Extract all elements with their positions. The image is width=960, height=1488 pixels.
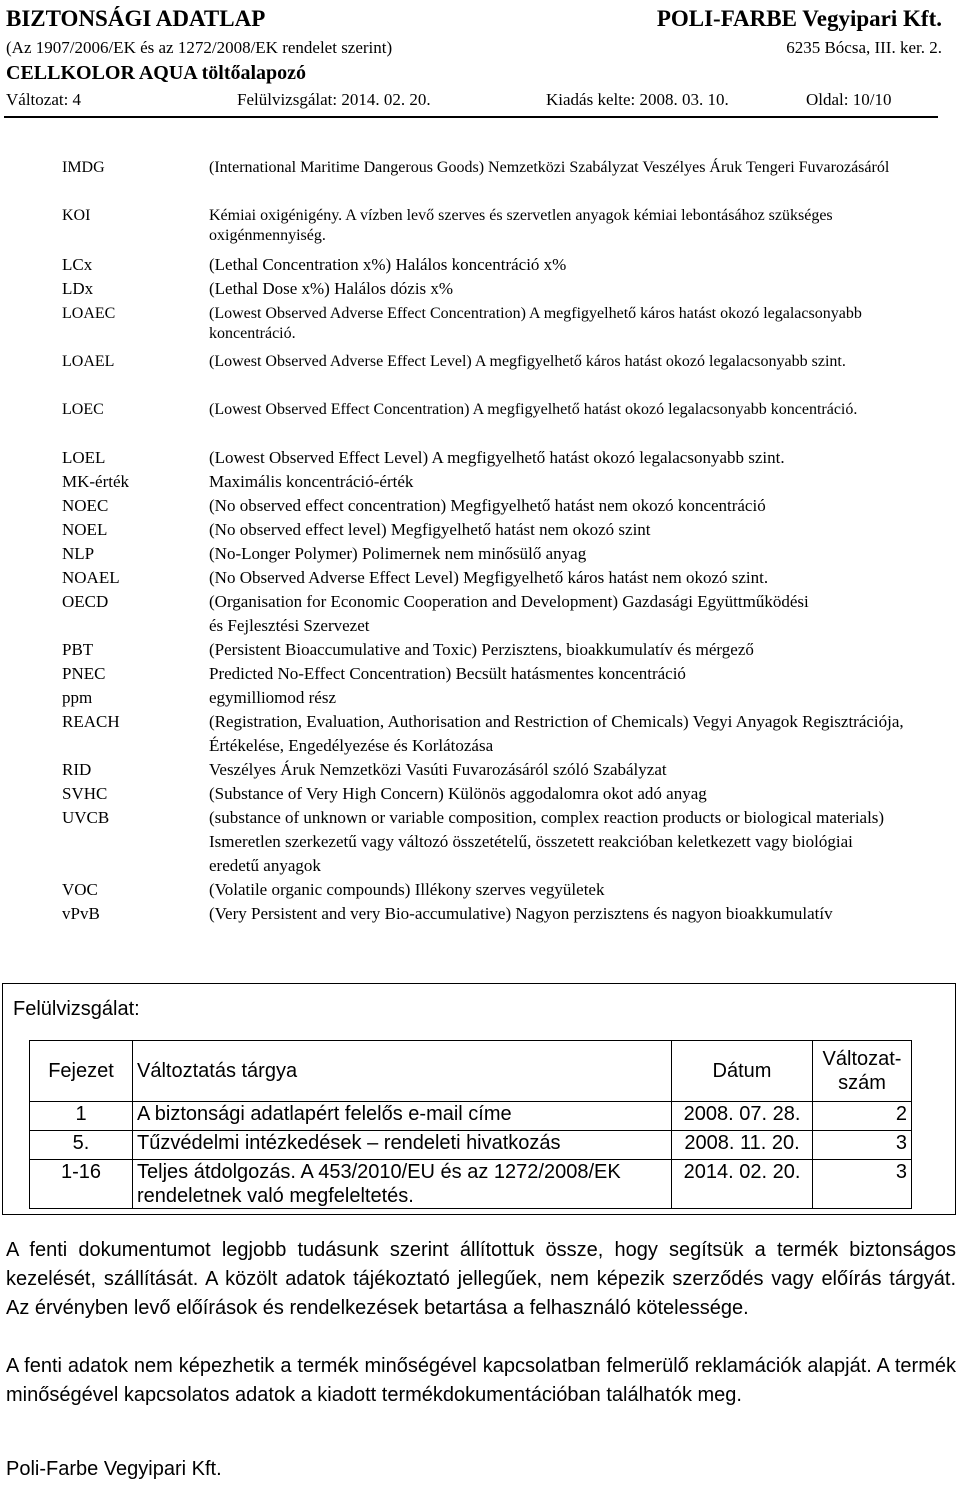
table-row	[30, 1102, 912, 1131]
abbreviation-key: UVCB	[62, 808, 110, 827]
subject-cell: A biztonsági adatlapért felelős e-mail címe	[133, 1102, 672, 1131]
abbreviation-key: NLP	[62, 544, 95, 563]
revision-header-row	[30, 1041, 912, 1102]
abbreviation-key: IMDG	[62, 159, 105, 176]
abbreviation-key: RID	[62, 760, 92, 779]
abbreviation-value: (International Maritime Dangerous Goods) Nemzetközi Szabályzat Veszélyes Áruk Tengeri Fuvarozásáról	[209, 159, 890, 176]
abbreviation-value: (Lowest Observed Adverse Effect Concentration) A megfigyelhető káros hatást okozó legalacsonyabb koncentráció.	[209, 305, 862, 342]
document-title: BIZTONSÁGI ADATLAP	[6, 6, 266, 31]
abbreviation-key: LOAEC	[62, 305, 116, 322]
revision-box	[2, 983, 956, 1215]
version-label: Változat: 4	[6, 90, 82, 109]
version-cell: 2	[813, 1102, 912, 1131]
abbreviation-value: Kémiai oxigénigény. A vízben levő szerves és szervetlen anyagok kémiai lebontásához szükséges oxigénmennyiség.	[209, 207, 833, 244]
abbreviation-key: REACH	[62, 712, 120, 731]
chapter-cell: 1-16	[30, 1160, 133, 1209]
chapter-cell: 1	[30, 1102, 133, 1131]
abbreviation-value: (substance of unknown or variable composition, complex reaction products or biological materials) Ismeretlen szerkezetű vagy változó összetételű, összetett reakcióban keletkezett vagy biológiai eredetű anyagok	[209, 808, 885, 875]
disclaimer-paragraph-1: A fenti dokumentumot legjobb tudásunk szerint állítottuk össze, hogy segítsük a termék biztonságos kezelését, szállítását. A közölt adatok tájékoztató jellegűek, nem képezik szerződés vagy előírás tárgyát. Az érvényben levő előírások és rendelkezések betartása a felhasználó kötelessége.	[6, 1239, 956, 1319]
table-row	[30, 1160, 912, 1209]
subject-cell: Tűzvédelmi intézkedések – rendeleti hivatkozás	[133, 1131, 672, 1160]
review-date: Felülvizsgálat: 2014. 02. 20.	[237, 90, 431, 109]
abbreviation-value: (No observed effect level) Megfigyelhető hatást nem okozó szint	[209, 520, 651, 539]
revision-table	[29, 1040, 912, 1209]
company-name: POLI-FARBE Vegyipari Kft.	[656, 6, 942, 31]
abbreviation-value: Predicted No-Effect Concentration) Becsült hatásmentes koncentráció	[209, 664, 686, 683]
abbreviation-value: (Persistent Bioaccumulative and Toxic) Perzisztens, bioakkumulatív és mérgező	[209, 640, 754, 659]
abbreviation-value: (Organisation for Economic Cooperation and Development) Gazdasági Együttműködési és Fejlesztési Szervezet	[209, 592, 809, 635]
abbreviation-value: (Lethal Dose x%) Halálos dózis x%	[209, 279, 454, 298]
abbreviation-key: LOEC	[62, 401, 104, 418]
abbreviation-value: (Lethal Concentration x%) Halálos koncentráció x%	[209, 255, 567, 274]
abbreviation-key: MK-érték	[62, 472, 130, 491]
date-cell: 2008. 11. 20.	[672, 1131, 813, 1160]
version-cell: 3	[813, 1131, 912, 1160]
abbreviation-key: SVHC	[62, 784, 108, 803]
footer-company: Poli-Farbe Vegyipari Kft.	[6, 1458, 222, 1480]
abbreviation-key: PBT	[62, 640, 94, 659]
abbreviation-key: LCx	[62, 255, 93, 274]
abbreviation-key: LOEL	[62, 448, 106, 467]
column-header-version: Változat-szám	[813, 1041, 912, 1102]
issue-date: Kiadás kelte: 2008. 03. 10.	[546, 90, 729, 109]
abbreviation-key: PNEC	[62, 664, 106, 683]
column-header-subject: Változtatás tárgya	[133, 1041, 672, 1102]
date-cell: 2008. 07. 28.	[672, 1102, 813, 1131]
date-cell: 2014. 02. 20.	[672, 1160, 813, 1209]
abbreviation-key: OECD	[62, 592, 109, 611]
column-header-date: Dátum	[672, 1041, 813, 1102]
abbreviation-value: (Registration, Evaluation, Authorisation and Restriction of Chemicals) Vegyi Anyagok Regisztrációja, Értékelése, Engedélyezése és Korlátozása	[209, 712, 904, 755]
table-row	[30, 1131, 912, 1160]
disclaimer-paragraph-2: A fenti adatok nem képezhetik a termék minőségével kapcsolatban felmerülő reklamációk alapját. A termék minőségével kapcsolatos adatok a kiadott termékdokumentációban találhatók meg.	[6, 1355, 956, 1406]
abbreviation-value: (Volatile organic compounds) Illékony szerves vegyületek	[209, 880, 605, 899]
abbreviation-value: Maximális koncentráció-érték	[209, 472, 414, 491]
regulation-note: (Az 1907/2006/EK és az 1272/2008/EK rendelet szerint)	[6, 38, 393, 57]
version-cell: 3	[813, 1160, 912, 1209]
abbreviation-key: NOEL	[62, 520, 108, 539]
abbreviation-key: KOI	[62, 207, 91, 224]
product-name: CELLKOLOR AQUA töltőalapozó	[6, 62, 307, 84]
abbreviation-value: (Lowest Observed Adverse Effect Level) A megfigyelhető káros hatást okozó legalacsonyabb szint.	[209, 353, 846, 370]
abbreviation-value: (Very Persistent and very Bio-accumulative) Nagyon perzisztens és nagyon bioakkumulatív	[209, 904, 833, 923]
abbreviation-key: LDx	[62, 279, 94, 298]
abbreviation-key: vPvB	[62, 904, 100, 923]
column-header-chapter: Fejezet	[30, 1041, 133, 1102]
chapter-cell: 5.	[30, 1131, 133, 1160]
abbreviation-value: (No observed effect concentration) Megfigyelhető hatást nem okozó koncentráció	[209, 496, 766, 515]
abbreviation-value: (No-Longer Polymer) Polimernek nem minősülő anyag	[209, 544, 587, 563]
abbreviation-value: (Lowest Observed Effect Concentration) A megfigyelhető hatást okozó legalacsonyabb koncentráció.	[209, 401, 858, 418]
abbreviation-value: (No Observed Adverse Effect Level) Megfigyelhető káros hatást nem okozó szint.	[209, 568, 769, 587]
abbreviation-key: LOAEL	[62, 353, 115, 370]
abbreviation-key: NOAEL	[62, 568, 120, 587]
company-address: 6235 Bócsa, III. ker. 2.	[786, 38, 942, 57]
page-number: Oldal: 10/10	[806, 90, 892, 109]
header-divider	[4, 116, 938, 118]
abbreviation-value: Veszélyes Áruk Nemzetközi Vasúti Fuvarozásáról szóló Szabályzat	[209, 760, 667, 779]
abbreviation-key: VOC	[62, 880, 98, 899]
revision-title: Felülvizsgálat:	[13, 998, 140, 1020]
abbreviation-value: egymilliomod rész	[209, 688, 337, 707]
abbreviation-key: ppm	[62, 688, 93, 707]
abbreviation-value: (Substance of Very High Concern) Különös aggodalomra okot adó anyag	[209, 784, 707, 803]
subject-cell: Teljes átdolgozás. A 453/2010/EU és az 1272/2008/EK rendeletnek való megfeleltetés.	[133, 1160, 672, 1209]
abbreviation-key: NOEC	[62, 496, 109, 515]
abbreviation-value: (Lowest Observed Effect Level) A megfigyelhető hatást okozó legalacsonyabb szint.	[209, 448, 785, 467]
